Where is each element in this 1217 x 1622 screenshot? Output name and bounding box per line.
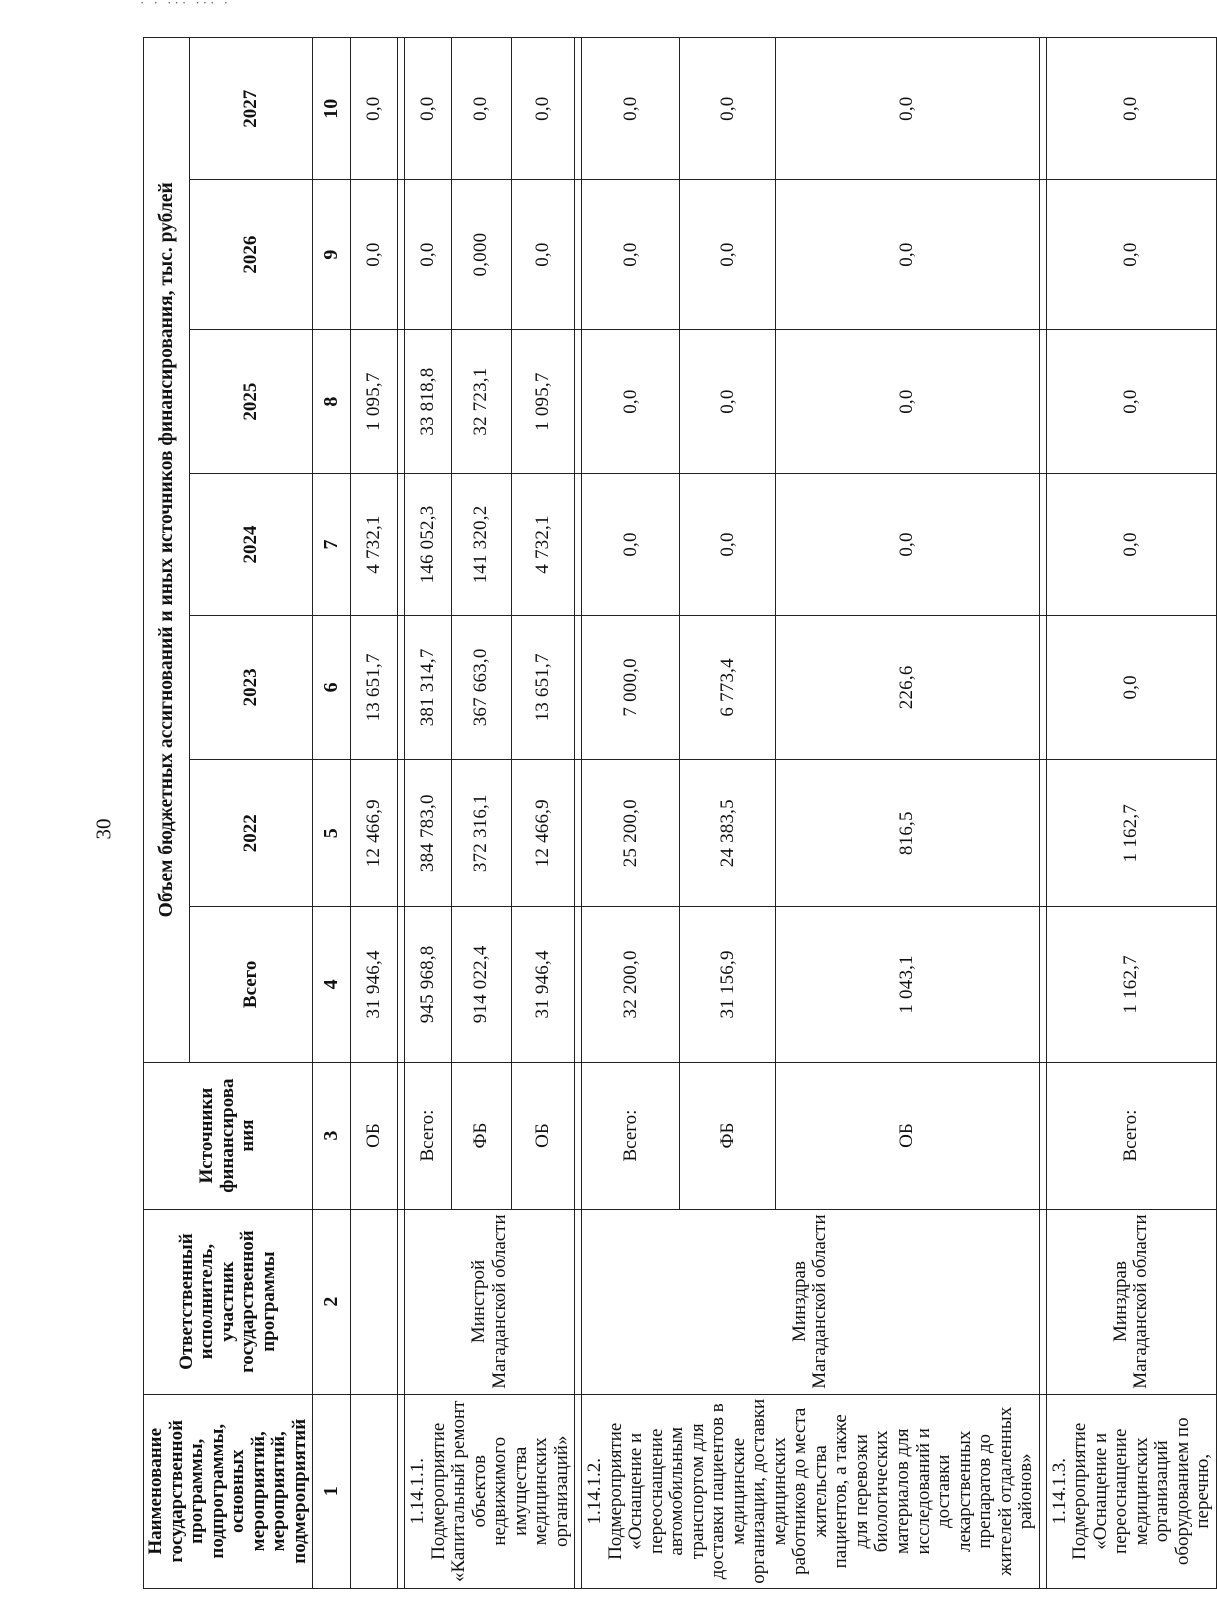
item-executor-cell: Минздрав Магаданской области: [1046, 1209, 1216, 1394]
name-cell-empty: [351, 1394, 398, 1588]
column-number: 3: [313, 1062, 351, 1209]
value-cell: 0,0: [776, 38, 1039, 180]
column-number: 5: [313, 760, 351, 907]
value-cell: 31 946,4: [512, 907, 575, 1062]
value-cell: 0,000: [452, 180, 512, 329]
value-cell: 33 818,8: [405, 329, 452, 474]
value-cell: 24 383,5: [680, 760, 776, 907]
value-cell: 32 723,1: [452, 329, 512, 474]
value-cell: 0,0: [776, 474, 1039, 615]
value-cell: 6 773,4: [680, 615, 776, 760]
header-year-2024: 2024: [190, 474, 313, 615]
value-cell: 914 022,4: [452, 907, 512, 1062]
rotated-page: [143, 37, 1214, 1589]
header-year-2026: 2026: [190, 180, 313, 329]
item-name-cell: 1.14.1.2. Подмероприятие «Оснащение и переоснащение автомобильным транспортом для доставки пациентов в медицинские организации, доставки медицинских работников до места жительства пациентов, а также для перевозки биологических материалов для исследований и доставки лекарственных препаратов до жителей отдаленных районов»: [582, 1394, 1039, 1588]
value-cell: 945 968,8: [405, 907, 452, 1062]
column-number: 6: [313, 615, 351, 760]
source-cell: ОБ: [351, 1062, 398, 1209]
source-cell: Всего:: [1046, 1062, 1216, 1209]
value-cell: 0,0: [405, 38, 452, 180]
value-cell: 0,0: [776, 329, 1039, 474]
value-cell: 0,0: [1046, 615, 1216, 760]
source-cell: ФБ: [680, 1062, 776, 1209]
value-cell: 0,0: [680, 329, 776, 474]
value-cell: 0,0: [680, 474, 776, 615]
header-year-2027: 2027: [190, 38, 313, 180]
column-number: 4: [313, 907, 351, 1062]
value-cell: 367 663,0: [452, 615, 512, 760]
value-cell: 4 732,1: [351, 474, 398, 615]
value-cell: 31 946,4: [351, 907, 398, 1062]
header-year-2023: 2023: [190, 615, 313, 760]
value-cell: 0,0: [512, 180, 575, 329]
row-gap: [575, 38, 582, 1589]
value-cell: 372 316,1: [452, 760, 512, 907]
value-cell: 381 314,7: [405, 615, 452, 760]
value-cell: 31 156,9: [680, 907, 776, 1062]
value-cell: 0,0: [582, 180, 680, 329]
value-cell: 146 052,3: [405, 474, 452, 615]
table-row: [351, 38, 398, 1589]
value-cell: 12 466,9: [512, 760, 575, 907]
item-name-cell: 1.14.1.3. Подмероприятие «Оснащение и переоснащение медицинских организаций оборудованием по перечню,: [1046, 1394, 1216, 1588]
value-cell: 1 043,1: [776, 907, 1039, 1062]
value-cell: 384 783,0: [405, 760, 452, 907]
header-name-col: Наименование государственной программы, подпрограммы, основных мероприятий, мероприятий, подмероприятий: [144, 1394, 313, 1588]
source-cell: Всего:: [582, 1062, 680, 1209]
source-cell: ОБ: [512, 1062, 575, 1209]
value-cell: 0,0: [776, 180, 1039, 329]
value-cell: 0,0: [1046, 329, 1216, 474]
value-cell: 0,0: [582, 329, 680, 474]
executor-cell-empty: [351, 1209, 398, 1394]
value-cell: 0,0: [1046, 474, 1216, 615]
source-cell: ФБ: [452, 1062, 512, 1209]
value-cell: 1 095,7: [351, 329, 398, 474]
item-name-cell: 1.14.1.1. Подмероприятие «Капитальный ремонт объектов недвижимого имущества медицинских организаций»: [405, 1394, 575, 1588]
header-funding-title: Объем бюджетных ассигнований и иных источников финансирования, тыс. рублей: [144, 38, 190, 1063]
value-cell: 0,0: [582, 38, 680, 180]
value-cell: 0,0: [512, 38, 575, 180]
value-cell: 13 651,7: [512, 615, 575, 760]
column-number: 10: [313, 38, 351, 180]
column-number-row: [313, 38, 351, 1589]
source-cell: ОБ: [776, 1062, 1039, 1209]
scan-artifact: · · ··· ··· ·: [140, 0, 231, 10]
value-cell: 0,0: [680, 38, 776, 180]
value-cell: 141 320,2: [452, 474, 512, 615]
value-cell: 7 000,0: [582, 615, 680, 760]
row-gap: [1039, 38, 1046, 1589]
value-cell: 0,0: [452, 38, 512, 180]
funding-table: [143, 37, 1217, 1589]
value-cell: 0,0: [582, 474, 680, 615]
value-cell: 1 162,7: [1046, 907, 1216, 1062]
value-cell: 0,0: [680, 180, 776, 329]
table-row: [405, 38, 452, 1589]
value-cell: 816,5: [776, 760, 1039, 907]
item-executor-cell: Минстрой Магаданской области: [405, 1209, 575, 1394]
table-row: [1046, 38, 1216, 1589]
value-cell: 0,0: [351, 38, 398, 180]
value-cell: 0,0: [351, 180, 398, 329]
item-executor-cell: Минздрав Магаданской области: [582, 1209, 1039, 1394]
value-cell: 12 466,9: [351, 760, 398, 907]
value-cell: 0,0: [1046, 180, 1216, 329]
page-number: 30: [91, 818, 116, 840]
column-number: 8: [313, 329, 351, 474]
header-year-total: Всего: [190, 907, 313, 1062]
value-cell: 25 200,0: [582, 760, 680, 907]
header-executor-col: Ответственный исполнитель, участник государственной программы: [144, 1209, 313, 1394]
column-number: 7: [313, 474, 351, 615]
header-row-top: [144, 38, 190, 1589]
value-cell: 0,0: [405, 180, 452, 329]
value-cell: 0,0: [1046, 38, 1216, 180]
column-number: 1: [313, 1394, 351, 1588]
header-year-2025: 2025: [190, 329, 313, 474]
row-gap: [398, 38, 405, 1589]
source-cell: Всего:: [405, 1062, 452, 1209]
value-cell: 226,6: [776, 615, 1039, 760]
value-cell: 1 095,7: [512, 329, 575, 474]
column-number: 9: [313, 180, 351, 329]
table-row: [582, 38, 680, 1589]
column-number: 2: [313, 1209, 351, 1394]
header-year-2022: 2022: [190, 760, 313, 907]
value-cell: 32 200,0: [582, 907, 680, 1062]
value-cell: 4 732,1: [512, 474, 575, 615]
value-cell: 13 651,7: [351, 615, 398, 760]
value-cell: 1 162,7: [1046, 760, 1216, 907]
header-source-col: Источники финансирова ния: [144, 1062, 313, 1209]
